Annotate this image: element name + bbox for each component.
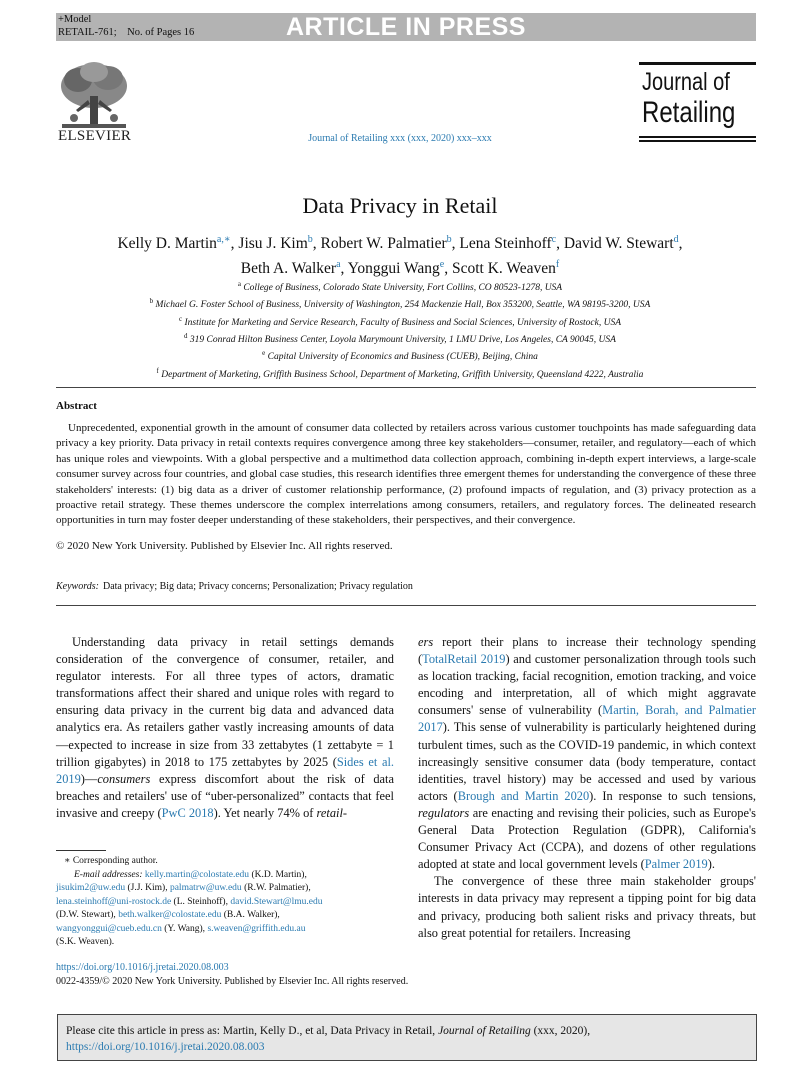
citation-link[interactable]: PwC 2018: [161, 805, 214, 820]
corresponding-note: ∗ Corresponding author.: [64, 856, 158, 866]
journal-logo-line2: Retailing: [642, 96, 736, 129]
body-column-left: [56, 634, 394, 822]
email-link[interactable]: wangyonggui@cueb.edu.cn: [56, 923, 162, 934]
footnote-divider: [56, 850, 106, 851]
affiliation: $^a$ College of Business, Colorado State University, Fort Collins, CO 80523-1278, USA: [237, 280, 563, 294]
author: Scott K. Weaven: [451, 260, 556, 278]
author: Yonggui Wang: [347, 260, 440, 278]
journal-logo-line1: Journal of: [642, 68, 730, 96]
divider: [56, 605, 756, 606]
citation-link[interactable]: Palmer 2019: [644, 857, 708, 872]
affiliation: $^b$ Michael G. Foster School of Business, University of Washington, 254 Mackenzie Hall, Box 353200, Seattle, WA 98195-3200, USA: [149, 297, 651, 311]
author: David W. Stewart: [563, 235, 674, 253]
author: Beth A. Walker: [240, 260, 337, 278]
keywords: [56, 581, 413, 592]
abstract-body: Unprecedented, exponential growth in the amount of consumer data collected by retailers across various customer touchpoints has made safeguarding data privacy a key priority. Data privacy in retail contexts requires convergence among three key stakeholders—consumer, retailer, and regulatory—each of which has unique roles and viewpoints. With a global perspective and a multimethod data collection approach, combining in-depth expert interviews, a large-scale consumer survey across four countries, and global case studies, this research identifies three emergent themes for understanding the convergence of these three stakeholders' interests: (1) big data as a driver of customer relationship performance, (2) profound impacts of regulation, and (3) privacy protection as a proactive retail strategy. These themes underscore the complex interrelations among consumers, retailers, and regulatory forces. The delineated research opportunities in turn may foster deeper understanding of these stakeholders, their perspectives, and their convergence.: [56, 422, 756, 527]
affiliation: $^d$ 319 Conrad Hilton Business Center, Loyola Marymount University, 1 LMU Drive, Los Angeles, CA 90045, USA: [184, 332, 616, 346]
email-link[interactable]: s.weaven@griffith.edu.au: [207, 923, 306, 934]
journal-citation-link[interactable]: Journal of Retailing xxx (xxx, 2020) xxx–xxx: [308, 133, 492, 144]
citation-link[interactable]: Martin, Borah, and Palmatier 2017: [418, 703, 756, 735]
header-meta: [58, 13, 194, 39]
body-column-right: [418, 634, 756, 942]
journal-logo: [639, 62, 756, 142]
author-affil-link[interactable]: c: [551, 234, 557, 245]
author-list: Kelly D. Martin$^{a,∗}$, Jisu J. Kim$^b$, Robert W. Palmatier$^b$, Lena Steinhoff$^c$, David W. Stewart$^d$, Beth A. Walker$^a$, Yonggui Wang$^e$, Scott K. Weaven$^f$: [117, 234, 683, 278]
citation-link[interactable]: Brough and Martin 2020: [457, 788, 590, 803]
affiliation-list: [40, 278, 760, 382]
author-affil-link[interactable]: d: [673, 234, 679, 245]
model-label: +Model: [58, 14, 92, 25]
email-link[interactable]: kelly.martin@colostate.edu: [144, 869, 250, 880]
divider: [56, 387, 756, 388]
author-affil-link[interactable]: e: [439, 259, 445, 271]
article-ref: RETAIL-761; No. of Pages 16: [58, 27, 195, 38]
affiliation: $^f$ Department of Marketing, Griffith Business School, Department of Marketing, Griffith University, Queensland 4222, Australia: [156, 366, 644, 380]
author-affil-link[interactable]: a: [336, 259, 341, 271]
affiliation: $^e$ Capital University of Economics and Business (CUEB), Beijing, China: [262, 349, 538, 363]
citation-link[interactable]: TotalRetail 2019: [422, 652, 506, 667]
author-affil-link[interactable]: b: [307, 234, 313, 245]
doi-link[interactable]: https://doi.org/10.1016/j.jretai.2020.08.003: [56, 962, 229, 973]
keywords-text: Data privacy; Big data; Privacy concerns; Personalization; Privacy regulation: [102, 581, 413, 592]
email-link[interactable]: jisukim2@uw.edu: [56, 883, 126, 893]
abstract-copyright: © 2020 New York University. Published by Elsevier Inc. All rights reserved.: [56, 540, 393, 552]
email-label: E-mail addresses:: [74, 869, 143, 880]
keywords-label: Keywords:: [56, 581, 99, 592]
cite-doi-link[interactable]: https://doi.org/10.1016/j.jretai.2020.08.003: [66, 1041, 265, 1053]
author: Kelly D. Martin: [117, 235, 217, 253]
body-paragraph: Understanding data privacy in retail settings demands consideration of the convergence of consumer, retailer, and regulator interests. For all three types of actors, dramatic transformations affect their shared and unique roles with regard to ensuring data privacy in the current big data and advanced data analytics era. As retailers gather vastly increasing amounts of data—expected to increase in size from 33 zettabytes (1 zettabyte = 1 trillion gigabytes) in 2018 to 175 zettabytes by 2025 (Sides et al. 2019)—consumers express discomfort about the risk of data breaches and retailers' use of “uber-personalized” contacts that feel invasive and creepy (PwC 2018). Yet nearly 74% of retail-: [56, 635, 394, 820]
footnote: ∗ Corresponding author. E-mail addresses: kelly.martin@colostate.edu (K.D. Martin), jisukim2@uw.edu (J.J. Kim), palmatrw@uw.edu (R.W. Palmatier), lena.steinhoff@uni-rostock.de (L. Steinhoff), david.Stewart@lmu.edu (D.W. Stewart), beth.walker@colostate.edu (B.A. Walker), wangyonggui@cueb.edu.cn (Y. Wang), s.weaven@griffith.edu.au (S.K. Weaven).: [56, 855, 396, 950]
cite-this-article-box: Please cite this article in press as: Martin, Kelly D., et al, Data Privacy in Retail, Journal of Retailing (xxx, 2020), https://doi.org/10.1016/j.jretai.2020.08.003: [57, 1014, 757, 1061]
author-affil-link[interactable]: a,∗: [216, 234, 231, 245]
author-affil-link[interactable]: f: [555, 259, 560, 271]
author: Jisu J. Kim: [238, 235, 308, 253]
banner-text: ARTICLE IN PRESS: [286, 13, 526, 41]
abstract-heading: Abstract: [56, 400, 97, 412]
author: Robert W. Palmatier: [320, 235, 447, 253]
issn-copyright: 0022-4359/© 2020 New York University. Published by Elsevier Inc. All rights reserved.: [56, 976, 409, 987]
body-paragraph: The convergence of these three main stakeholder groups' interests in data privacy may represent a tipping point for big data and privacy, producing both salient risks and privacy threats, but also great potential for retailers. Increasing: [418, 874, 756, 940]
email-link[interactable]: david.Stewart@lmu.edu: [230, 896, 323, 907]
email-link[interactable]: lena.steinhoff@uni-rostock.de: [56, 896, 172, 907]
author: Lena Steinhoff: [459, 235, 552, 253]
email-link[interactable]: beth.walker@colostate.edu: [118, 910, 222, 920]
body-paragraph: ers report their plans to increase their technology spending (TotalRetail 2019) and customer personalization through tools such as location tracking, facial recognition, emotion tracking, and voice encoding and interpretation, all of which might aggravate consumers' sense of vulnerability (Martin, Borah, and Palmatier 2017). This sense of vulnerability is particularly heightened during turbulent times, such as the COVID-19 pandemic, in which context increasingly sensitive consumer data (body temperature, contact identities, travel history) may be accessed and used by various actors (Brough and Martin 2020). In response to such tensions, regulators are enacting and revising their policies, such as Europe's General Data Protection Regulation (GDPR), California's Consumer Privacy Act (CCPA), and dozens of other regulations adopted at state and local government levels (Palmer 2019).: [418, 635, 756, 872]
affiliation: $^c$ Institute for Marketing and Service Research, Faculty of Business and Social Sciences, University of Rostock, USA: [178, 314, 622, 328]
elsevier-wordmark: ELSEVIER: [58, 128, 132, 144]
author-affil-link[interactable]: b: [446, 234, 452, 245]
email-link[interactable]: palmatrw@uw.edu: [169, 883, 242, 893]
elsevier-tree-icon: [58, 60, 130, 130]
citation-link[interactable]: Sides et al. 2019: [56, 754, 394, 786]
article-title: Data Privacy in Retail: [302, 193, 498, 218]
